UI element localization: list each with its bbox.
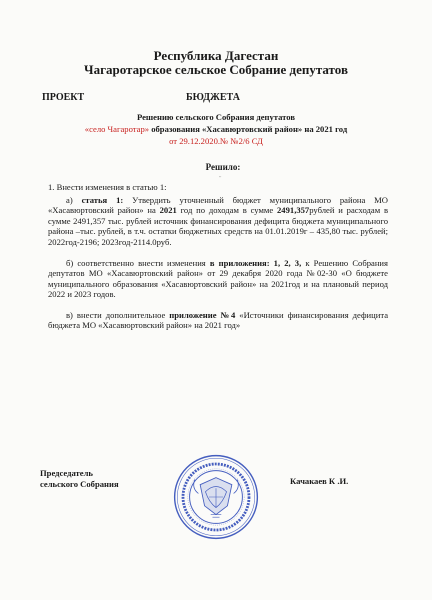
p2-year: 2021 bbox=[159, 205, 177, 216]
signature-role bbox=[40, 468, 119, 489]
paragraph-1: 1. Внести изменения в статью 1: bbox=[48, 182, 167, 192]
header-assembly: Чагаротарское сельское Собрание депутатов bbox=[84, 62, 348, 77]
paragraph-3 bbox=[48, 258, 388, 300]
village-name: «село Чагаротар» bbox=[84, 124, 152, 134]
p2-prefix: а) bbox=[66, 195, 82, 205]
p2-text-a: Утвердить уточненный бюджет муниципального района МО «Хасавюртовский район» на bbox=[48, 195, 389, 216]
signature-role-line2: сельского Собрания bbox=[40, 478, 119, 489]
p3-text-a: б) соответственно внести изменения bbox=[66, 258, 210, 268]
signature-name: Качакаев К .И. bbox=[290, 476, 349, 486]
stray-mark: ¨ bbox=[219, 175, 222, 183]
p3-text-b: к Решению Собрания депутатов МО «Хасавюртовский район» от 29 декабря 2020 года №02-30 «О бюджете муниципального образования «Хасавюртовский район» на 2021год и на плановый период 2022 и 2023 годов. bbox=[48, 258, 388, 300]
p2-article: статья 1: bbox=[81, 195, 124, 205]
p2-text-c: рублей и расходам в сумме 2491,357 тыс. рублей источник финансирования дефицита бюджета муниципального района –тыс. рублей, в т.ч. остатки бюджетных средств на 01.01.2019г – 435,80 тыс. рублей; 2022год-2196; 2023год-2114.0руб. bbox=[48, 205, 388, 247]
decision-title: Решению сельского Собрания депутатов bbox=[136, 112, 296, 122]
budget-label: БЮДЖЕТА bbox=[186, 92, 240, 103]
official-seal bbox=[172, 453, 260, 541]
p4-text-b: «Источники финансирования дефицита бюджета МО «Хасавюртовский район» на 2021 год» bbox=[48, 310, 389, 331]
header-republic: Республика Дагестан bbox=[153, 48, 279, 63]
p2-sum: 2491,357 bbox=[277, 205, 310, 216]
p3-appendices: в приложения: 1, 2, 3, bbox=[209, 258, 302, 268]
p4-text-a: в) внести дополнительное bbox=[66, 310, 170, 320]
decision-date: от 29.12.2020.№ №2/6 СД bbox=[169, 136, 263, 146]
project-label: ПРОЕКТ bbox=[42, 92, 85, 103]
p4-appendix: приложение №4 bbox=[169, 310, 236, 320]
paragraph-2 bbox=[48, 195, 388, 247]
p2-text-b: год по доходам в сумме bbox=[176, 205, 277, 216]
decision-org-line bbox=[0, 124, 432, 134]
paragraph-4 bbox=[48, 310, 388, 331]
reshilo-heading: Решило: bbox=[205, 162, 241, 172]
signature-role-line1: Председатель bbox=[40, 468, 93, 478]
decision-org: образования «Хасавюртовский район» на 2021 год bbox=[151, 124, 348, 134]
